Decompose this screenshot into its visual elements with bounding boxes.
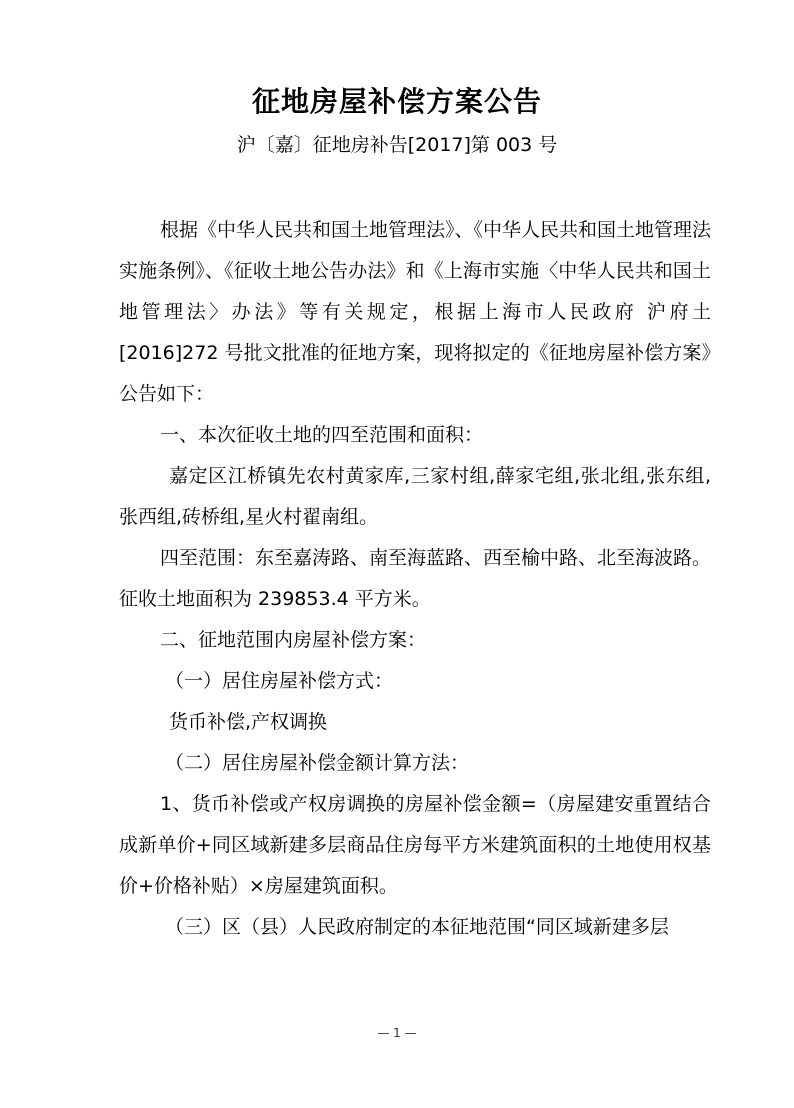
document-body — [119, 210, 711, 948]
page-number: — 1 — — [377, 1026, 417, 1040]
paragraph-villages: 嘉定区江桥镇先农村黄家库,三家村组,薛家宅组,张北组,张东组,张西组,砖桥组,星火村翟南组。 — [119, 465, 711, 528]
subsection-heading-method: （一）居住房屋补偿方式： — [165, 670, 394, 692]
subsection-heading-calculation: （二）居住房屋补偿金额计算方法： — [165, 752, 470, 774]
subsection-heading-district: （三）区（县）人民政府制定的本征地范围“同区域新建多层 — [165, 916, 669, 938]
document-number: 沪〔嘉〕征地房补告[2017]第 003 号 — [236, 134, 558, 156]
paragraph-legal-basis: 根据《中华人民共和国土地管理法》、《中华人民共和国土地管理法实施条例》、《征收土地公告办法》和《上海市实施〈中华人民共和国土地管理法〉办法》等有关规定，根据上海市人民政府 沪府土[2016]272 号批文批准的征地方案，现将拟定的《征地房屋补偿方案》公告如下： — [119, 219, 712, 405]
paragraph-area: 征收土地面积为 239853.4 平方米。 — [119, 588, 431, 610]
page-title: 征地房屋补偿方案公告 — [251, 85, 542, 118]
paragraph-method-value: 货币补偿,产权调换 — [169, 711, 328, 733]
paragraph-formula: 1、货币补偿或产权房调换的房屋补偿金额=（房屋建安重置结合成新单价+同区域新建多层商品住房每平方米建筑面积的土地使用权基价+价格补贴）×房屋建筑面积。 — [119, 793, 711, 897]
section-heading-compensation: 二、征地范围内房屋补偿方案： — [160, 629, 427, 651]
paragraph-boundaries: 四至范围：东至嘉涛路、南至海蓝路、西至榆中路、北至海波路。 — [160, 547, 712, 569]
section-heading-scope: 一、本次征收土地的四至范围和面积： — [160, 424, 484, 446]
